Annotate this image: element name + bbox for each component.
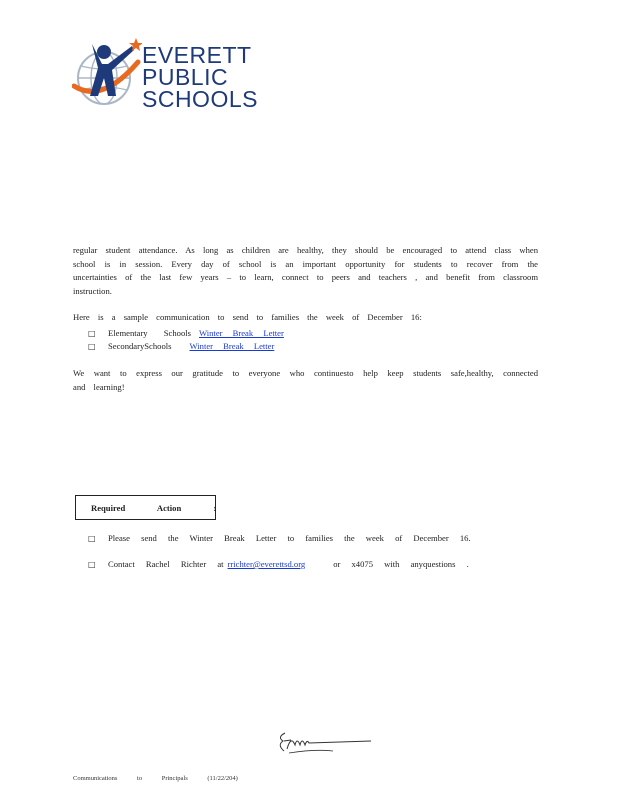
action-item-after: or x4075 with anyquestions . <box>333 559 469 569</box>
secondary-letter-link[interactable]: Winter Break Letter <box>189 341 275 351</box>
list-item <box>88 532 471 545</box>
logo-line-3: SCHOOLS <box>142 86 258 112</box>
bullet-square-icon: □ <box>88 342 96 351</box>
district-logo <box>72 34 258 114</box>
attendance-paragraph: regular student attendance. As long as children are healthy, they should be encouraged to attend class when school is in session. Every day of school is an important opportunity for students to recover from the uncertainties of the last few years – to learn, connect to peers and teachers , and benefit from classroom instruction. <box>73 245 538 296</box>
signature-icon <box>275 727 375 757</box>
list-item-label: SecondarySchools <box>108 341 172 351</box>
footer-note: Communications to Principals (11/22/204) <box>73 775 238 782</box>
logo-wordmark <box>142 44 258 110</box>
list-item <box>88 327 284 340</box>
letter-list <box>88 327 284 353</box>
action-item-text: Please send the Winter Break Letter to families the week of December 16. <box>108 533 471 543</box>
everett-logo-icon <box>72 34 142 114</box>
bullet-square-icon: □ <box>88 534 96 543</box>
elementary-letter-link[interactable]: Winter Break Letter <box>198 328 284 338</box>
list-item-label: Elementary Schools <box>108 328 191 338</box>
action-item-text: Contact Rachel Richter at <box>108 559 224 569</box>
logo-line-1: EVERETT <box>142 42 252 68</box>
logo-line-2: PUBLIC <box>142 64 229 90</box>
action-list <box>88 532 471 584</box>
list-item <box>88 558 471 571</box>
bullet-square-icon: □ <box>88 560 96 569</box>
bullet-square-icon: □ <box>88 329 96 338</box>
list-item <box>88 340 284 353</box>
required-action-heading: Required Action : <box>75 495 216 520</box>
contact-email-link[interactable]: rrichter@everettsd.org <box>227 559 306 569</box>
sample-communication-paragraph: Here is a sample communication to send to families the week of December 16: <box>73 312 422 322</box>
gratitude-paragraph: We want to express our gratitude to everyone who continuesto help keep students safe,healthy, connected and learning! <box>73 368 538 392</box>
